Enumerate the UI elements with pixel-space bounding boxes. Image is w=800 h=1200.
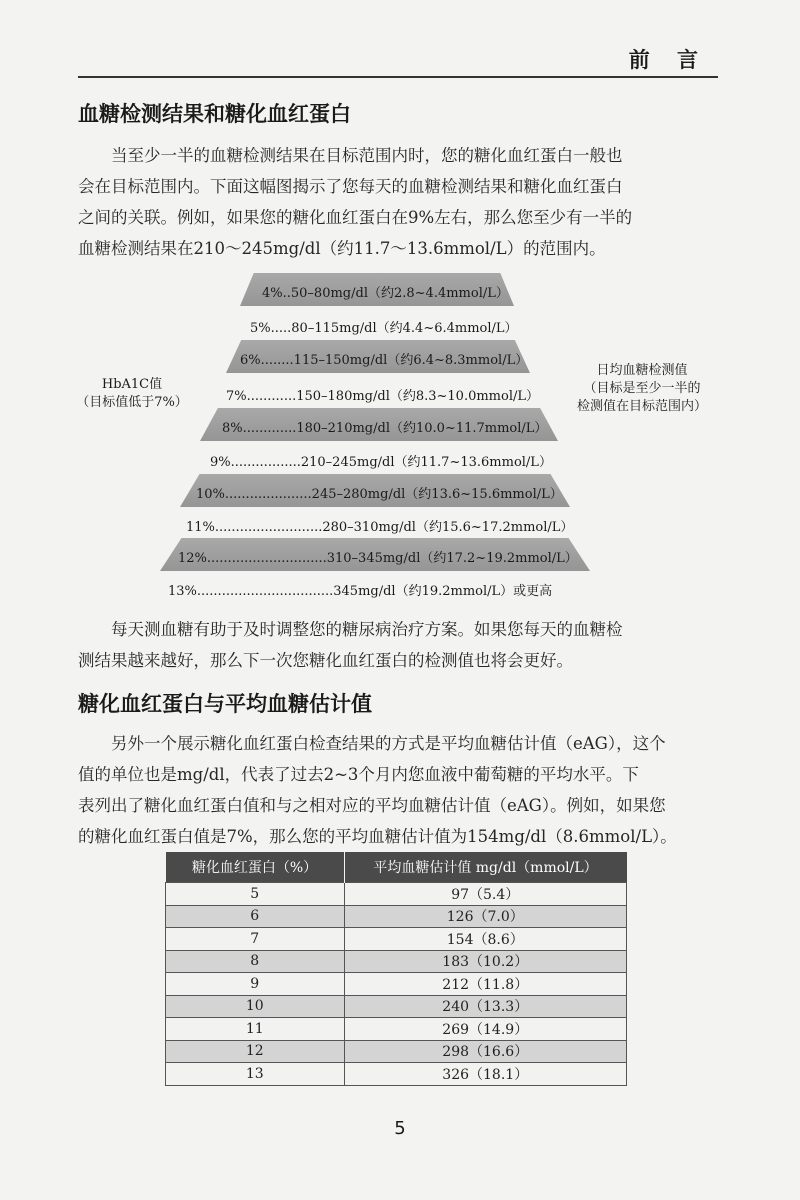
table-row bbox=[166, 973, 627, 996]
text-line: 值的单位也是mg/dl，代表了过去2~3个月内您血液中葡萄糖的平均水平。下 bbox=[78, 765, 639, 784]
text-line: 测结果越来越好，那么下一次您糖化血红蛋白的检测值也将会更好。 bbox=[78, 651, 573, 670]
tier-label-7: 7%............150–180mg/dl（约8.3~10.0mmol/L） bbox=[226, 389, 540, 404]
hba1c-cell: 10 bbox=[166, 995, 345, 1018]
tier-label-5: 5%.....80–115mg/dl（约4.4~6.4mmol/L） bbox=[250, 321, 518, 336]
tier-label-6: 6%........115–150mg/dl（约6.4~8.3mmol/L） bbox=[240, 353, 529, 368]
eag-cell: 183（10.2） bbox=[344, 950, 627, 973]
eag-cell: 240（13.3） bbox=[344, 995, 627, 1018]
label-line: 检测值在目标范围内） bbox=[576, 399, 707, 414]
tier-label-8: 8%.............180–210mg/dl（约10.0~11.7mmol/L） bbox=[222, 421, 548, 436]
section2-heading: 糖化血红蛋白与平均血糖估计值 bbox=[78, 692, 372, 716]
text-line: 当至少一半的血糖检测结果在目标范围内时，您的糖化血红蛋白一般也 bbox=[111, 146, 623, 165]
tier-label-12: 12%.............................310–345mg/dl（约17.2~19.2mmol/L） bbox=[178, 551, 578, 566]
table-row bbox=[166, 1063, 627, 1086]
hba1c-cell: 6 bbox=[166, 905, 345, 928]
hba1c-eag-table bbox=[165, 852, 627, 1086]
text-line: 之间的关联。例如，如果您的糖化血红蛋白在9%左右，那么您至少有一半的 bbox=[78, 208, 633, 227]
label-line: 日均血糖检测值 bbox=[596, 363, 688, 378]
hba1c-cell: 5 bbox=[166, 883, 345, 906]
text-line: 另外一个展示糖化血红蛋白检查结果的方式是平均血糖估计值（eAG），这个 bbox=[111, 734, 666, 753]
table-row bbox=[166, 1040, 627, 1063]
hba1c-cell: 7 bbox=[166, 928, 345, 951]
eag-cell: 212（11.8） bbox=[344, 973, 627, 996]
eag-cell: 326（18.1） bbox=[344, 1063, 627, 1086]
column-header-hba1c: 糖化血红蛋白（%） bbox=[166, 852, 345, 883]
hba1c-cell: 12 bbox=[166, 1040, 345, 1063]
section1-paragraph1 bbox=[78, 140, 718, 264]
text-line: 的糖化血红蛋白值是7%，那么您的平均血糖估计值为154mg/dl（8.6mmol/L）。 bbox=[78, 827, 677, 846]
hba1c-cell: 9 bbox=[166, 973, 345, 996]
hba1c-axis-label bbox=[62, 376, 202, 412]
page-number: 5 bbox=[394, 1118, 406, 1139]
eag-cell: 269（14.9） bbox=[344, 1018, 627, 1041]
label-line: HbA1C值 bbox=[101, 377, 163, 392]
section2-paragraph bbox=[78, 728, 718, 852]
hba1c-cell: 11 bbox=[166, 1018, 345, 1041]
table-header-row bbox=[166, 852, 627, 883]
running-header: 前 言 bbox=[628, 48, 708, 72]
table-row bbox=[166, 883, 627, 906]
tier-label-9: 9%.................210–245mg/dl（约11.7~13.6mmol/L） bbox=[210, 455, 552, 470]
section1-heading: 血糖检测结果和糖化血红蛋白 bbox=[78, 102, 351, 126]
label-line: （目标是至少一半的 bbox=[583, 381, 701, 396]
eag-cell: 97（5.4） bbox=[344, 883, 627, 906]
label-line: （目标值低于7%） bbox=[76, 395, 188, 410]
table-row bbox=[166, 905, 627, 928]
column-header-eag: 平均血糖估计值 mg/dl（mmol/L） bbox=[344, 852, 627, 883]
daily-glucose-axis-label bbox=[562, 362, 722, 416]
text-line: 会在目标范围内。下面这幅图揭示了您每天的血糖检测结果和糖化血红蛋白 bbox=[78, 177, 623, 196]
table-row bbox=[166, 950, 627, 973]
eag-cell: 298（16.6） bbox=[344, 1040, 627, 1063]
hba1c-cell: 8 bbox=[166, 950, 345, 973]
tier-label-10: 10%.....................245–280mg/dl（约13.6~15.6mmol/L） bbox=[196, 487, 563, 502]
text-line: 血糖检测结果在210～245mg/dl（约11.7～13.6mmol/L）的范围内。 bbox=[78, 239, 606, 258]
text-line: 表列出了糖化血红蛋白值和与之相对应的平均血糖估计值（eAG）。例如，如果您 bbox=[78, 796, 666, 815]
tier-label-13: 13%.................................345mg/dl（约19.2mmol/L）或更高 bbox=[168, 584, 553, 599]
header-rule bbox=[78, 76, 718, 78]
eag-cell: 126（7.0） bbox=[344, 905, 627, 928]
table-row bbox=[166, 1018, 627, 1041]
eag-cell: 154（8.6） bbox=[344, 928, 627, 951]
tier-label-4: 4%..50–80mg/dl（约2.8~4.4mmol/L） bbox=[262, 286, 509, 301]
table-row bbox=[166, 928, 627, 951]
tier-label-11: 11%..........................280–310mg/dl（约15.6~17.2mmol/L） bbox=[186, 520, 574, 535]
table-row bbox=[166, 995, 627, 1018]
text-line: 每天测血糖有助于及时调整您的糖尿病治疗方案。如果您每天的血糖检 bbox=[111, 620, 623, 639]
hba1c-cell: 13 bbox=[166, 1063, 345, 1086]
section1-paragraph2 bbox=[78, 614, 718, 676]
